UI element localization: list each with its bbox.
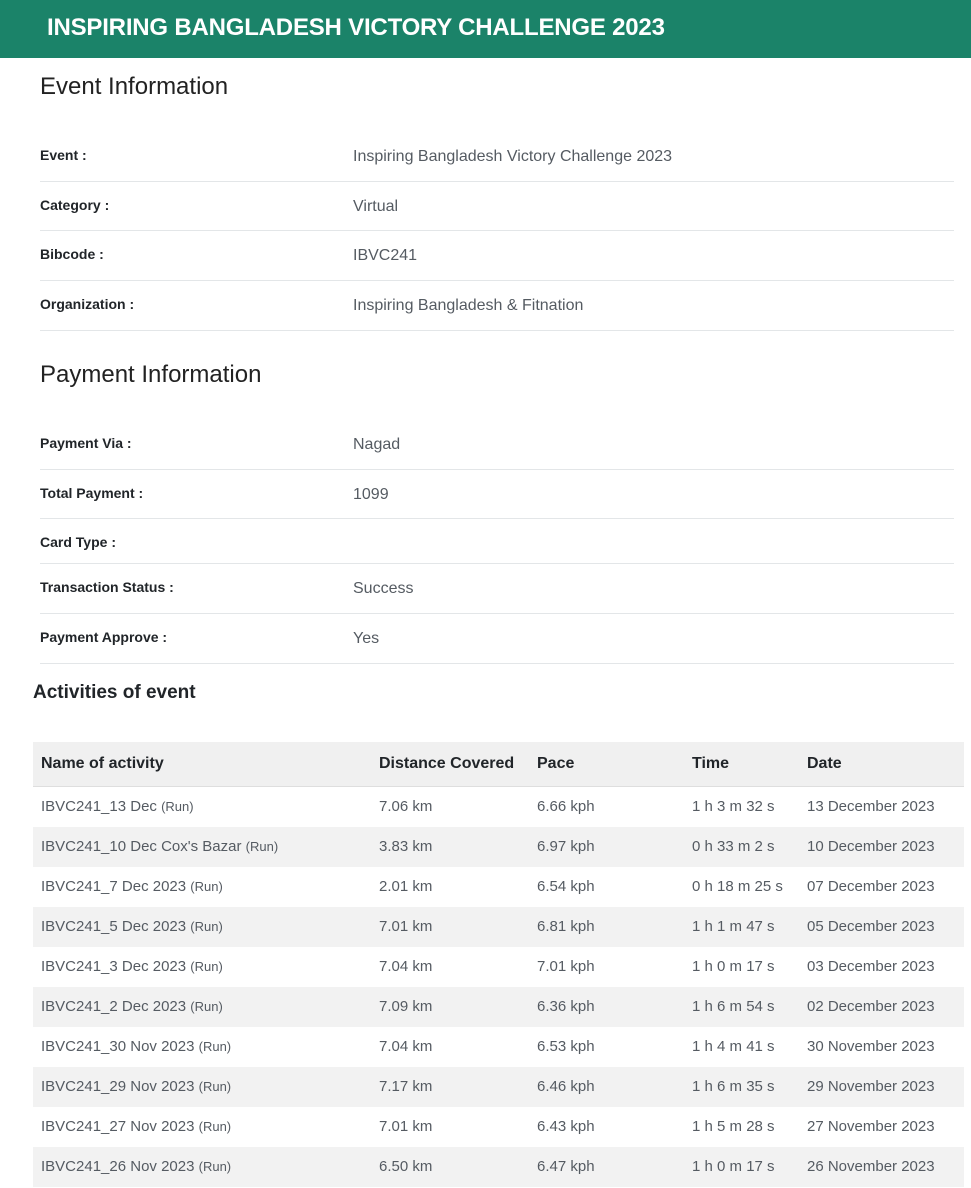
activity-type: (Run) [245, 839, 279, 854]
activity-name: IBVC241_2 Dec 2023 [41, 998, 187, 1015]
time-cell: 1 h 1 m 47 s [692, 918, 775, 935]
activity-name-cell [41, 958, 223, 975]
date-cell: 07 December 2023 [807, 878, 935, 895]
distance-cell: 7.09 km [379, 998, 433, 1015]
table-row [33, 947, 964, 987]
distance-cell: 7.01 km [379, 1118, 433, 1135]
table-row [33, 1107, 964, 1147]
info-value: IBVC241 [353, 247, 418, 264]
activity-name-cell [41, 1158, 231, 1175]
activity-type: (Run) [161, 799, 194, 814]
date-cell: 27 November 2023 [807, 1118, 935, 1135]
payment-information-heading: Payment Information [40, 361, 262, 388]
date-cell: 02 December 2023 [807, 998, 935, 1015]
column-header-distance: Distance Covered [379, 755, 515, 772]
column-header-name: Name of activity [41, 755, 164, 772]
info-row-payment-approve [40, 614, 954, 664]
activity-name-cell [41, 1038, 231, 1055]
table-row [33, 1027, 964, 1067]
info-label: Organization : [40, 296, 135, 312]
column-header-time: Time [692, 755, 730, 772]
activity-name: IBVC241_10 Dec Cox's Bazar [41, 838, 242, 855]
date-cell: 03 December 2023 [807, 958, 935, 975]
pace-cell: 6.46 kph [537, 1078, 595, 1095]
activity-name: IBVC241_30 Nov 2023 [41, 1038, 195, 1055]
info-row-bibcode [40, 231, 954, 281]
pace-cell: 6.54 kph [537, 878, 595, 895]
pace-cell: 6.47 kph [537, 1158, 595, 1175]
table-row [33, 787, 964, 827]
pace-cell: 7.01 kph [537, 958, 595, 975]
activities-table [33, 742, 964, 1187]
activity-type: (Run) [198, 1119, 232, 1134]
date-cell: 29 November 2023 [807, 1078, 935, 1095]
info-row-category [40, 182, 954, 231]
pace-cell: 6.81 kph [537, 918, 595, 935]
info-label: Card Type : [40, 534, 116, 550]
info-label: Payment Approve : [40, 629, 168, 645]
info-value: Success [353, 580, 414, 597]
distance-cell: 6.50 km [379, 1158, 433, 1175]
pace-cell: 6.43 kph [537, 1118, 595, 1135]
info-row-payment-via [40, 420, 954, 470]
info-row-total-payment [40, 470, 954, 519]
info-label: Transaction Status : [40, 579, 174, 595]
distance-cell: 7.04 km [379, 1038, 433, 1055]
activity-name-cell [41, 798, 194, 815]
pace-cell: 6.53 kph [537, 1038, 595, 1055]
activity-name-cell [41, 1078, 231, 1095]
time-cell: 0 h 33 m 2 s [692, 838, 775, 855]
activity-name-cell [41, 918, 223, 935]
activities-heading: Activities of event [33, 682, 196, 703]
date-cell: 30 November 2023 [807, 1038, 935, 1055]
activity-name-cell [41, 998, 223, 1015]
date-cell: 05 December 2023 [807, 918, 935, 935]
column-header-pace: Pace [537, 755, 575, 772]
activity-type: (Run) [198, 1079, 232, 1094]
distance-cell: 3.83 km [379, 838, 433, 855]
page-title: INSPIRING BANGLADESH VICTORY CHALLENGE 2023 [47, 14, 665, 41]
time-cell: 1 h 6 m 35 s [692, 1078, 775, 1095]
table-header [33, 742, 964, 787]
table-row [33, 907, 964, 947]
table-row [33, 827, 964, 867]
activity-type: (Run) [190, 999, 223, 1014]
activity-type: (Run) [198, 1159, 232, 1174]
distance-cell: 7.01 km [379, 918, 433, 935]
table-row [33, 1147, 964, 1187]
pace-cell: 6.97 kph [537, 838, 595, 855]
activity-name: IBVC241_29 Nov 2023 [41, 1078, 195, 1095]
activity-type: (Run) [190, 959, 223, 974]
page-header [0, 0, 971, 58]
activity-type: (Run) [190, 919, 223, 934]
activity-name: IBVC241_3 Dec 2023 [41, 958, 187, 975]
time-cell: 1 h 0 m 17 s [692, 1158, 775, 1175]
time-cell: 1 h 3 m 32 s [692, 798, 775, 815]
activity-name: IBVC241_13 Dec [41, 798, 157, 815]
time-cell: 0 h 18 m 25 s [692, 878, 783, 895]
time-cell: 1 h 0 m 17 s [692, 958, 775, 975]
activity-type: (Run) [198, 1039, 232, 1054]
info-value: 1099 [353, 486, 389, 503]
distance-cell: 2.01 km [379, 878, 433, 895]
info-value: Inspiring Bangladesh Victory Challenge 2023 [353, 148, 673, 165]
info-value: Yes [353, 630, 380, 647]
info-row-organization [40, 281, 954, 331]
activity-name-cell [41, 1118, 231, 1135]
activity-name: IBVC241_27 Nov 2023 [41, 1118, 195, 1135]
table-row [33, 1067, 964, 1107]
distance-cell: 7.06 km [379, 798, 433, 815]
pace-cell: 6.66 kph [537, 798, 595, 815]
column-header-date: Date [807, 755, 842, 772]
activity-name: IBVC241_7 Dec 2023 [41, 878, 187, 895]
date-cell: 26 November 2023 [807, 1158, 935, 1175]
info-row-card-type [40, 519, 954, 564]
date-cell: 13 December 2023 [807, 798, 935, 815]
distance-cell: 7.17 km [379, 1078, 433, 1095]
info-label: Event : [40, 147, 87, 163]
info-label: Bibcode : [40, 246, 104, 262]
table-row [33, 987, 964, 1027]
info-value: Inspiring Bangladesh & Fitnation [353, 297, 584, 314]
table-row [33, 867, 964, 907]
info-value: Nagad [353, 436, 401, 453]
info-label: Category : [40, 197, 110, 213]
date-cell: 10 December 2023 [807, 838, 935, 855]
info-label: Total Payment : [40, 485, 144, 501]
info-label: Payment Via : [40, 435, 132, 451]
activity-name-cell [41, 878, 223, 895]
distance-cell: 7.04 km [379, 958, 433, 975]
activity-name: IBVC241_5 Dec 2023 [41, 918, 187, 935]
info-value: Virtual [353, 198, 399, 215]
activity-type: (Run) [190, 879, 223, 894]
info-row-transaction-status [40, 564, 954, 614]
activity-name-cell [41, 838, 278, 855]
pace-cell: 6.36 kph [537, 998, 595, 1015]
time-cell: 1 h 5 m 28 s [692, 1118, 775, 1135]
info-row-event [40, 132, 954, 182]
time-cell: 1 h 6 m 54 s [692, 998, 775, 1015]
activity-name: IBVC241_26 Nov 2023 [41, 1158, 195, 1175]
event-information-heading: Event Information [40, 73, 229, 100]
time-cell: 1 h 4 m 41 s [692, 1038, 775, 1055]
